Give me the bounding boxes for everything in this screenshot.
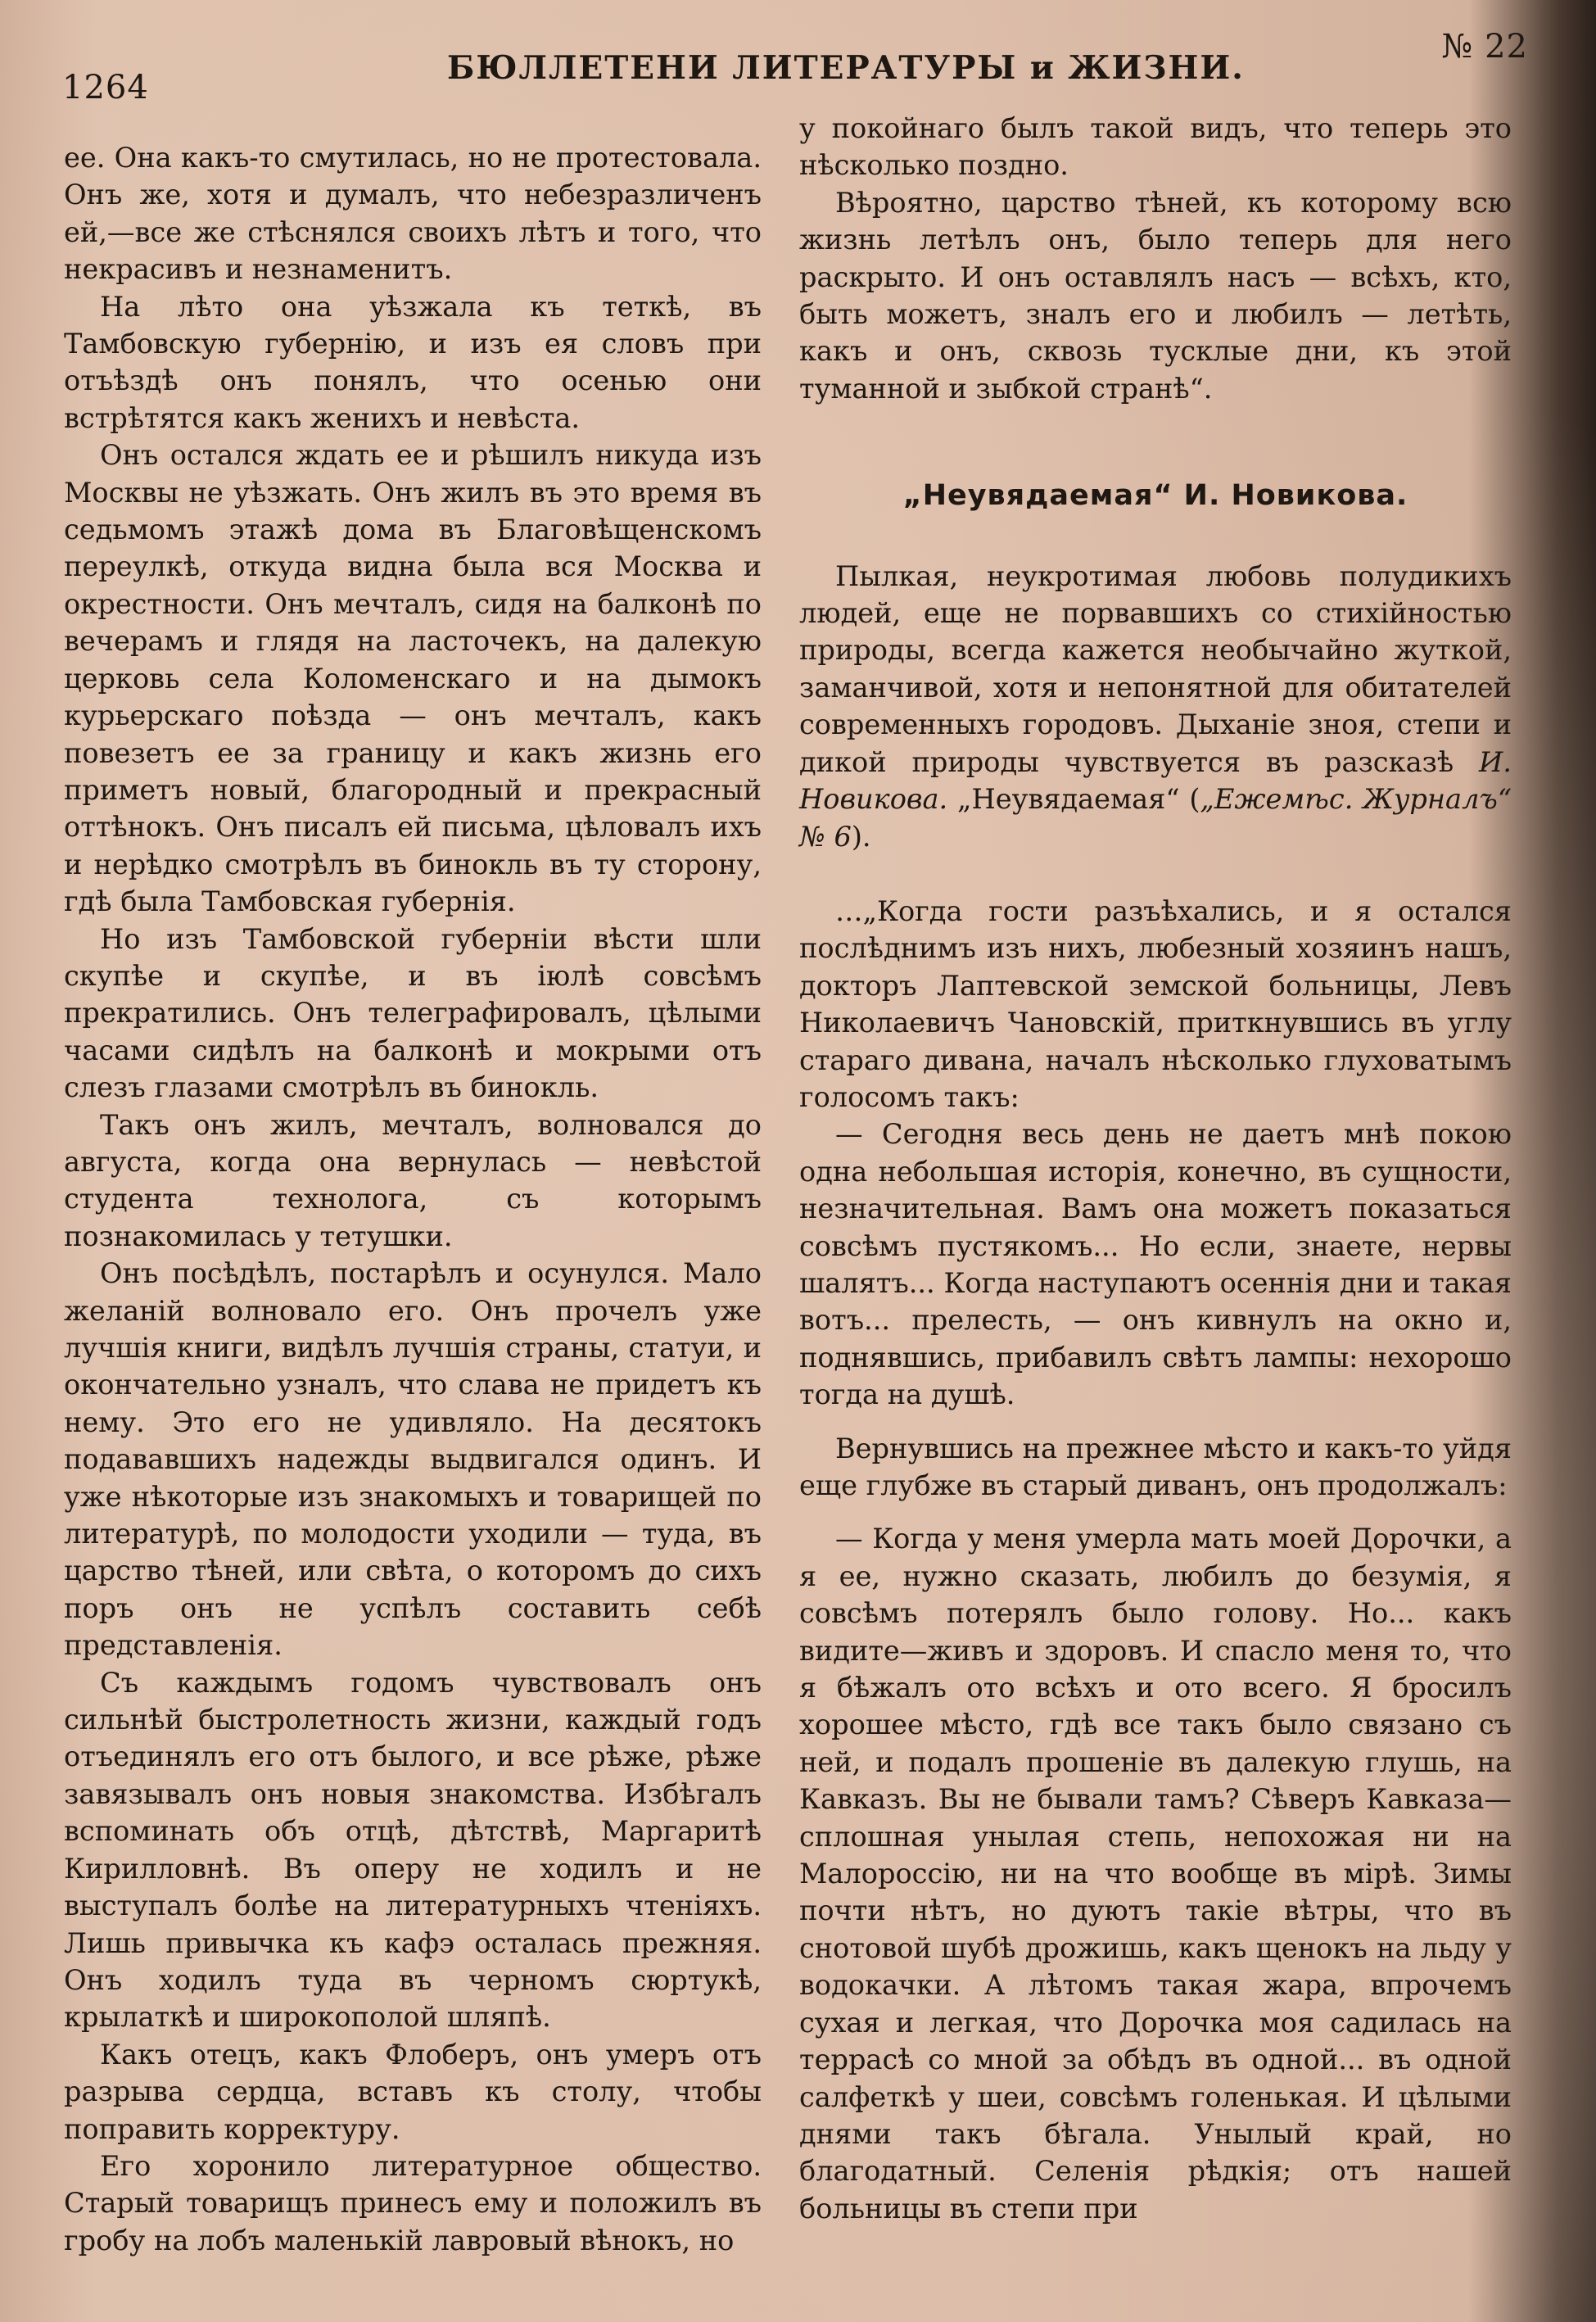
intro-journal: „Ежемѣс. Журналъ“ № 6	[799, 783, 1512, 853]
quote-paragraph: — Когда у меня умерла мать моей Дорочки, а я ее, нужно сказать, любилъ до безумія, я совсѣмъ потерялъ было голову. Но... какъ видите—живъ и здоровъ. И спасло меня то, что я бѣжалъ ото всѣхъ и ото всего. Я бросилъ хорошее мѣсто, гдѣ все такъ было связано съ ней, и подалъ прошеніе въ далекую глушь, на Кавказъ. Вы не бывали тамъ? Сѣверъ Кавказа—сплошная унылая степь, непохожая ни на Малороссію, ни на что вообще въ мірѣ. Зимы почти нѣтъ, но дуютъ такіе вѣтры, что въ снотовой шубѣ дрожишь, какъ щенокъ на льду у водокачки. А лѣтомъ такая жара, впрочемъ сухая и легкая, что Дорочка моя садилась на террасѣ со мной за обѣдъ въ одной... въ одной салфеткѣ у шеи, совсѣмъ голенькая. И цѣлыми днями такъ бѣгала. Унылый край, но благодатный. Селенія рѣдкія; отъ нашей больницы въ степи при	[799, 1523, 1512, 2225]
intro-author: И. Новикова.	[799, 745, 1512, 816]
paragraph: Его хоронило литературное общество. Старый товарищъ принесъ ему и положилъ въ гробу на лобъ маленькій лавровый вѣнокъ, но	[64, 2149, 762, 2256]
paragraph: Вѣроятно, царство тѣней, къ которому всю жизнь летѣлъ онъ, было теперь для него раскрыто. И онъ оставлялъ насъ — всѣхъ, кто, быть можетъ, зналъ его и любилъ — летѣть, какъ и онъ, сквозь тусклые дни, къ этой туманной и зыбкой странѣ“.	[799, 186, 1512, 405]
quote-paragraph: — Сегодня весь день не даетъ мнѣ покою одна небольшая исторія, конечно, въ сущности, незначительная. Вамъ она можетъ показаться совсѣмъ пустякомъ... Но если, знаете, нервы шалятъ... Когда наступаютъ осеннія дни и такая вотъ... прелесть, — онъ кивнулъ на окно и, поднявшись, прибавилъ свѣтъ лампы: нехорошо тогда на душѣ.	[799, 1118, 1512, 1411]
intro-paragraph	[799, 558, 1512, 855]
intro-title: „Неувядаемая“ (	[957, 783, 1200, 816]
paragraph: ее. Она какъ-то смутилась, но не протестовала. Онъ же, хотя и думалъ, что небезразличенъ ей,—все же стѣснялся своихъ лѣтъ и того, что некрасивъ и незнаменитъ.	[64, 142, 762, 286]
intro-text: Пылкая, неукротимая любовь полудикихъ людей, еще не порвавшихъ со стихійностью природы, всегда кажется необычайно жуткой, заманчивой, хотя и непонятной для обитателей современныхъ городовъ. Дыханіе зноя, степи и дикой природы чувствуется въ разсказѣ	[799, 559, 1512, 778]
left-column	[64, 139, 762, 2259]
paragraph: у покойнаго былъ такой видъ, что теперь это нѣсколько поздно.	[799, 112, 1512, 182]
quote-paragraph: …„Когда гости разъѣхались, и я остался послѣднимъ изъ нихъ, любезный хозяинъ нашъ, докторъ Лаптевской земской больницы, Левъ Николаевичъ Чановскій, приткнувшись въ углу стараго дивана, началъ нѣсколько глуховатымъ голосомъ такъ:	[799, 894, 1512, 1113]
paragraph: Но изъ Тамбовской губерніи вѣсти шли скупѣе и скупѣе, и въ іюлѣ совсѣмъ прекратились. Онъ телеграфировалъ, цѣлыми часами сидѣлъ на балконѣ и мокрыми отъ слезъ глазами смотрѣлъ въ бинокль.	[64, 922, 762, 1104]
paragraph: На лѣто она уѣзжала къ теткѣ, въ Тамбовскую губернію, и изъ ея словъ при отъѣздѣ онъ понялъ, что осенью они встрѣтятся какъ женихъ и невѣста.	[64, 290, 762, 434]
paragraph: Съ каждымъ годомъ чувствовалъ онъ сильнѣй быстролетность жизни, каждый годъ отъединялъ его отъ былого, и все рѣже, рѣже завязывалъ онъ новыя знакомства. Избѣгалъ вспоминать объ отцѣ, дѣтствѣ, Маргаритѣ Кирилловнѣ. Въ оперу не ходилъ и не выступалъ болѣе на литературныхъ чтеніяхъ. Лишь привычка къ кафэ осталась прежняя. Онъ ходилъ туда въ черномъ сюртукѣ, крылаткѣ и широкополой шляпѣ.	[64, 1666, 762, 2034]
quote-paragraph: Вернувшись на прежнее мѣсто и какъ-то уйдя еще глубже въ старый диванъ, онъ продолжалъ:	[799, 1432, 1512, 1501]
running-title: БЮЛЛЕТЕНИ ЛИТЕРАТУРЫ и ЖИЗНИ.	[447, 49, 1245, 87]
page-number: 1264	[62, 69, 149, 106]
paragraph: Такъ онъ жилъ, мечталъ, волновался до августа, когда она вернулась — невѣстой студента технолога, съ которымъ познакомилась у тетушки.	[64, 1108, 762, 1252]
intro-end: ).	[851, 820, 871, 853]
paragraph: Онъ остался ждать ее и рѣшилъ никуда изъ Москвы не уѣзжать. Онъ жилъ въ это время въ седьмомъ этажѣ дома въ Благовѣщенскомъ переулкѣ, откуда видна была вся Москва и окрестности. Онъ мечталъ, сидя на балконѣ по вечерамъ и глядя на ласточекъ, на далекую церковь села Коломенскаго и на дымокъ курьерскаго поѣзда — онъ мечталъ, какъ повезетъ ее за границу и какъ жизнь его приметъ новый, благородный и прекрасный оттѣнокъ. Онъ писалъ ей письма, цѣловалъ ихъ и нерѣдко смотрѣлъ въ бинокль въ ту сторону, гдѣ была Тамбовская губернія.	[64, 439, 762, 918]
page-header	[62, 28, 1528, 106]
paragraph: Онъ посѣдѣлъ, постарѣлъ и осунулся. Мало желаній волновало его. Онъ прочелъ уже лучшія книги, видѣлъ лучшія страны, статуи, и окончательно узналъ, что слава не придетъ къ нему. Это его не удивляло. На десятокъ подававшихъ надежды выдвигался одинъ. И уже нѣкоторые изъ знакомыхъ и товарищей по литературѣ, по молодости уходили — туда, въ царство тѣней, или свѣта, о которомъ до сихъ поръ онъ не успѣлъ составить себѣ представленія.	[64, 1257, 762, 1662]
paragraph: Какъ отецъ, какъ Флоберъ, онъ умеръ отъ разрыва сердца, вставъ къ столу, чтобы поправить корректуру.	[64, 2038, 762, 2145]
right-column	[799, 110, 1512, 2227]
issue-number: № 22	[1441, 28, 1528, 66]
section-heading: „Неувядаемая“ И. Новикова.	[902, 479, 1408, 513]
